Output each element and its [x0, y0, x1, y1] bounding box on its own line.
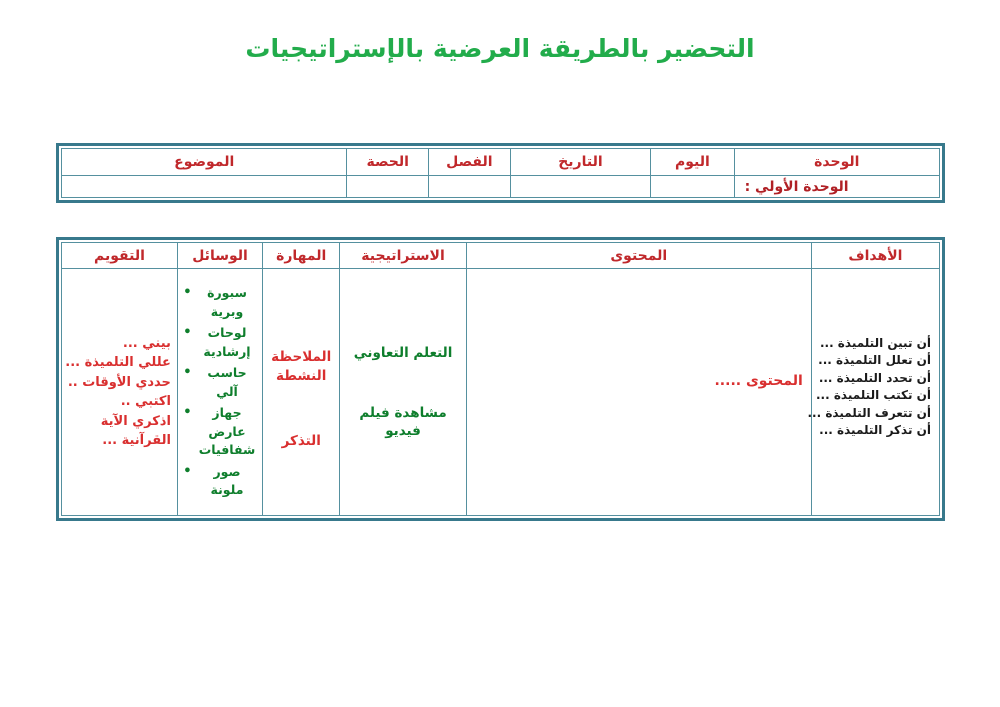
strategy-item: التعلم التعاوني — [353, 345, 453, 361]
plan-header-row — [62, 243, 940, 269]
evaluation-line: حددي الأوقات .. — [67, 374, 171, 390]
header-strategy: الاستراتيجية — [340, 243, 466, 269]
means-item — [180, 364, 259, 401]
topic-field[interactable] — [62, 176, 347, 198]
means-item-label: جهاز عارض شفافيات — [198, 405, 256, 458]
class-field[interactable] — [429, 176, 511, 198]
evaluation-line: بيني ... — [122, 335, 171, 351]
bullet-icon: • — [183, 285, 192, 301]
bullet-icon: • — [183, 405, 192, 421]
plan-table — [56, 237, 945, 521]
evaluation-line: عللي التلميذة ... — [65, 355, 171, 370]
means-item-label: سبورة وبرية — [207, 285, 247, 319]
header-skill: المهارة — [263, 243, 340, 269]
header-period: الحصة — [347, 149, 429, 176]
means-item-label: لوحات إرشادية — [203, 325, 251, 359]
plan-body-row — [62, 269, 940, 516]
header-class: الفصل — [429, 149, 511, 176]
means-item — [180, 404, 259, 460]
info-value-row — [62, 176, 940, 198]
info-table — [56, 143, 945, 203]
strategy-cell — [340, 269, 466, 516]
header-evaluation: التقويم — [62, 243, 178, 269]
means-item-label: حاسب آلي — [207, 365, 247, 399]
bullet-icon: • — [183, 365, 192, 381]
period-field[interactable] — [347, 176, 429, 198]
day-field[interactable] — [651, 176, 734, 198]
unit-value: الوحدة الأولي : — [734, 176, 939, 198]
evaluation-line: اذكري الآية — [100, 413, 171, 429]
evaluation-line: القرآنية ... — [102, 433, 171, 448]
objective-item: أن تذكر التلميذة ... — [819, 423, 931, 437]
strategy-item: مشاهدة فيلم فيديو — [359, 405, 447, 439]
objective-item: أن تتعرف التلميذة ... — [807, 405, 931, 420]
page-title: التحضير بالطريقة العرضية بالإستراتيجيات — [245, 34, 755, 63]
means-item — [180, 463, 259, 500]
evaluation-line: اكتبي .. — [120, 394, 171, 409]
bullet-icon: • — [183, 325, 192, 341]
skill-item: الملاحظة النشطة — [271, 348, 332, 384]
skill-cell — [263, 269, 340, 516]
means-item — [180, 324, 259, 361]
evaluation-cell — [62, 269, 178, 516]
means-item-label: صور ملونة — [210, 463, 244, 498]
header-means: الوسائل — [177, 243, 262, 269]
objectives-cell — [807, 269, 939, 516]
date-field[interactable] — [510, 176, 650, 198]
content-cell[interactable] — [466, 269, 811, 516]
header-content: المحتوى — [466, 243, 811, 269]
skill-item: التذكر — [281, 432, 321, 449]
info-header-row — [62, 149, 940, 176]
means-cell — [177, 269, 262, 516]
content-placeholder: المحتوى ..... — [714, 373, 803, 389]
header-topic: الموضوع — [62, 149, 347, 176]
header-day: اليوم — [651, 149, 734, 176]
header-unit: الوحدة — [734, 149, 939, 176]
objective-item: أن تبين التلميذة ... — [819, 335, 931, 350]
objective-item: أن تكتب التلميذة ... — [815, 388, 931, 402]
bullet-icon: • — [183, 463, 192, 479]
header-date: التاريخ — [510, 149, 650, 176]
header-objectives: الأهداف — [811, 243, 939, 269]
means-item — [180, 284, 259, 321]
objective-item: أن تحدد التلميذة ... — [818, 370, 931, 385]
objective-item: أن تعلل التلميذة ... — [818, 353, 931, 367]
